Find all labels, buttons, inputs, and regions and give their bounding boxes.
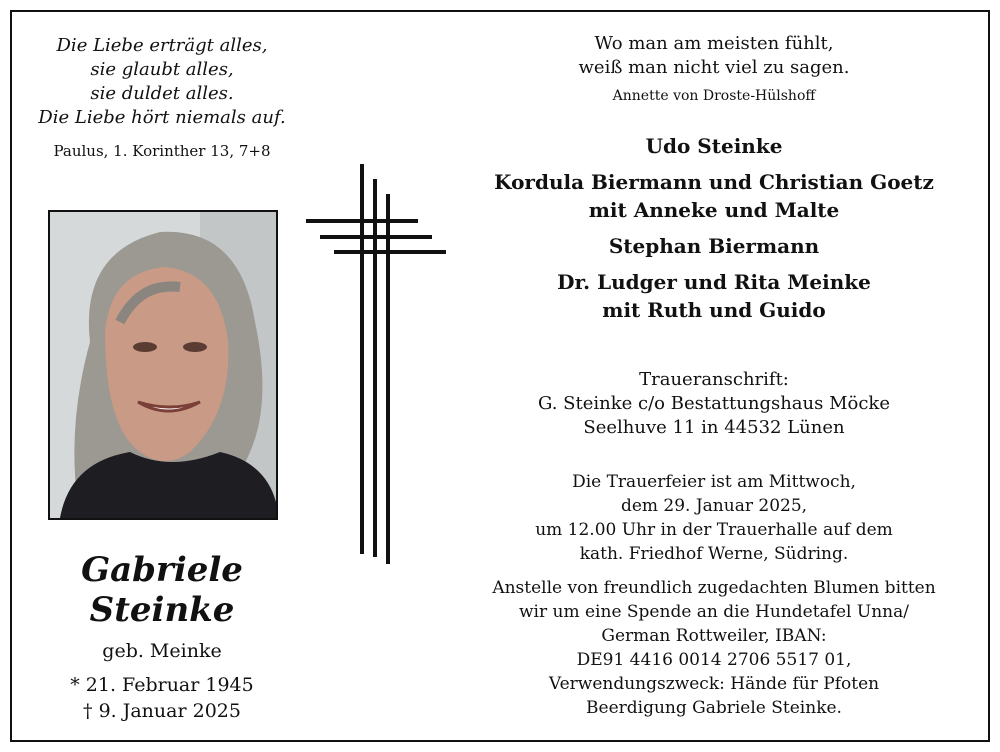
funeral-line: um 12.00 Uhr in der Trauerhalle auf dem	[535, 520, 893, 540]
birth-name: geb. Meinke	[102, 640, 222, 662]
funeral-info	[444, 470, 984, 566]
address-label: Traueranschrift:	[639, 369, 789, 390]
portrait-photo	[48, 210, 278, 520]
left-column	[12, 12, 312, 740]
quote-line: Die Liebe hört niemals auf.	[38, 107, 286, 128]
life-dates	[12, 672, 312, 724]
poem-line: Wo man am meisten fühlt,	[594, 33, 834, 54]
birth-date: * 21. Februar 1945	[70, 674, 254, 696]
donation-line: Beerdigung Gabriele Steinke.	[586, 698, 842, 718]
obituary-card	[10, 10, 990, 742]
donation-info	[444, 576, 984, 720]
mourning-address	[444, 368, 984, 440]
death-date: † 9. Januar 2025	[83, 700, 241, 722]
quote-line: sie duldet alles.	[90, 83, 234, 104]
quote-line: Die Liebe erträgt alles,	[56, 35, 268, 56]
quote-source: Paulus, 1. Korinther 13, 7+8	[53, 142, 271, 160]
first-name: Gabriele	[81, 550, 243, 590]
donation-line: Verwendungszweck: Hände für Pfoten	[548, 674, 880, 694]
donation-line: wir um eine Spende an die Hundetafel Unna/	[519, 602, 909, 622]
mourner-line: Kordula Biermann und Christian Goetz	[494, 170, 934, 194]
mourner-group	[444, 168, 984, 224]
mourner-group	[444, 268, 984, 324]
poem-line: weiß man nicht viel zu sagen.	[578, 57, 850, 78]
mourner-group	[444, 232, 984, 260]
funeral-line: kath. Friedhof Werne, Südring.	[579, 544, 849, 564]
address-line: Seelhuve 11 in 44532 Lünen	[583, 417, 845, 438]
poem-author: Annette von Droste-Hülshoff	[612, 88, 816, 104]
right-column	[444, 12, 984, 740]
last-name: Steinke	[89, 590, 235, 630]
mourner-line: Udo Steinke	[645, 134, 783, 158]
mourner-line: mit Ruth und Guido	[602, 298, 826, 322]
donation-line: Anstelle von freundlich zugedachten Blumen bitten	[492, 578, 936, 598]
quote-line: sie glaubt alles,	[90, 59, 234, 80]
mourner-line: mit Anneke und Malte	[588, 198, 840, 222]
mourner-line: Stephan Biermann	[608, 234, 820, 258]
funeral-line: dem 29. Januar 2025,	[620, 496, 808, 516]
poem	[444, 32, 984, 80]
donation-line: German Rottweiler, IBAN:	[601, 626, 827, 646]
bible-quote	[12, 34, 312, 130]
funeral-line: Die Trauerfeier ist am Mittwoch,	[572, 472, 856, 492]
portrait-image	[50, 212, 276, 518]
mourner-line: Dr. Ludger und Rita Meinke	[557, 270, 871, 294]
mourner-group	[444, 132, 984, 160]
donation-line: DE91 4416 0014 2706 5517 01,	[576, 650, 852, 670]
deceased-name	[12, 550, 312, 630]
cross-icon	[306, 164, 451, 564]
address-line: G. Steinke c/o Bestattungshaus Möcke	[537, 393, 890, 414]
mourners-list	[444, 132, 984, 332]
